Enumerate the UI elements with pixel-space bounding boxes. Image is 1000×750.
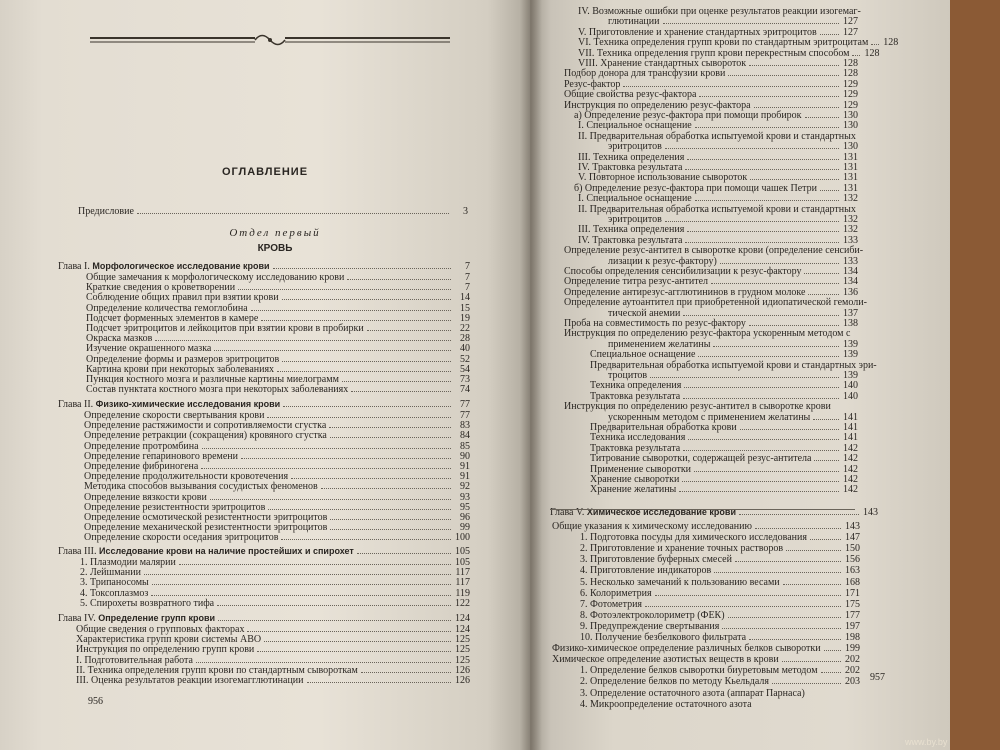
entry-page: 132: [843, 193, 858, 205]
entry-page: 3: [463, 206, 468, 217]
entry-page: 197: [845, 620, 860, 632]
entry-page: 142: [843, 463, 858, 475]
entry-text: Определение резистентности эритроцитов: [84, 501, 266, 513]
entry-page: 122: [455, 597, 470, 609]
entry-page: 91: [460, 471, 470, 483]
entry-text: Определение гепаринового времени: [84, 450, 239, 462]
chapter-title: Определение групп крови: [98, 613, 216, 623]
entry-text: ускоренным методом с применением желатины: [608, 411, 811, 423]
entry-text: Изучение окрашенного мазка: [86, 343, 212, 355]
entry-text: 1. Определение белков сыворотки биуретовым методом: [580, 665, 818, 677]
entry-text: Трактовка результата: [590, 390, 681, 402]
entry-page: 132: [843, 224, 858, 236]
entry-text: VI. Техника определения групп крови по стандартным эритроцитам: [578, 37, 869, 49]
watermark: www.by.by: [905, 737, 948, 747]
entry-text: 7. Фотометрия: [580, 598, 643, 610]
entry-page: 126: [455, 675, 470, 686]
entry-text: I. Специальное оснащение: [578, 120, 692, 132]
entry-text: 5. Спирохеты возвратного тифа: [80, 597, 215, 609]
entry-text: Картина крови при некоторых заболеваниях: [86, 363, 275, 375]
entry-text: 3. Приготовление буферных смесей: [580, 554, 732, 566]
entry-page: 132: [843, 214, 858, 225]
entry-page: 125: [455, 634, 470, 646]
entry-page: 128: [864, 47, 880, 59]
entry-page: 99: [460, 522, 470, 534]
entry-text: Определение антирезус-агглютининов в грудном молоке: [564, 286, 806, 298]
entry-page: 84: [460, 430, 470, 442]
entry-text: 1. Плазмодии малярии: [80, 557, 176, 568]
entry-page: 141: [843, 432, 858, 444]
entry-page: 128: [843, 58, 858, 69]
entry-page: 7: [465, 282, 470, 294]
entry-page: 140: [843, 390, 858, 402]
entry-page: 136: [843, 286, 858, 298]
entry-text: IV. Трактовка результата: [578, 162, 683, 173]
entry-text: 8. Фотоэлектроколориметр (ФЕК): [580, 609, 725, 621]
toc-entry: [590, 484, 858, 496]
entry-text: Хранение сыворотки: [590, 474, 680, 485]
entry-page: 130: [843, 110, 858, 121]
entry-text: Определение резус-антител в сыворотке крови (определение сенсиби-: [564, 245, 864, 257]
entry-text: Инструкция по определению резус-антител в сыворотке крови: [564, 401, 831, 413]
entry-text: III. Техника определения: [578, 151, 685, 163]
right-page-number: 957: [870, 672, 885, 683]
entry-page: 131: [843, 172, 858, 184]
entry-text: Определение протромбина: [84, 440, 199, 452]
entry-page: 127: [843, 16, 858, 28]
entry-text: Определение фибриногена: [84, 461, 199, 472]
entry-text: Определение вязкости крови: [84, 491, 207, 503]
entry-text: VII. Техника определения групп крови перекрестным способом: [578, 47, 850, 59]
entry-text: 9. Предупреждение свертывания: [580, 620, 720, 632]
right-page: [530, 0, 950, 750]
entry-text: Подсчет эритроцитов и лейкоцитов при взятии крови в пробирки: [86, 323, 364, 334]
entry-page: 52: [460, 353, 470, 365]
entry-page: 77: [460, 399, 470, 410]
entry-text: эритроцитов: [608, 141, 662, 153]
entry-text: Предварительная обработка крови: [590, 422, 737, 433]
entry-text: Определение продолжительности кровотечения: [84, 471, 289, 483]
entry-page: 131: [843, 151, 858, 163]
entry-page: 177: [845, 609, 860, 621]
entry-text: глютинации: [608, 16, 660, 28]
entry-text: троцитов: [608, 370, 648, 381]
book-gutter: [520, 0, 542, 750]
entry-page: 138: [843, 318, 858, 329]
entry-page: 156: [845, 554, 860, 566]
section-title: КРОВЬ: [257, 243, 293, 254]
entry-text: Определение ретракции (сокращения) кровяного сгустка: [84, 430, 327, 442]
entry-text: Предварительная обработка испытуемой крови и стандартных эри-: [590, 359, 877, 371]
toc-entry: [86, 384, 470, 396]
entry-text: Определение осмотической резистентности эритроцитов: [84, 512, 328, 523]
entry-text: Инструкция по определению резус-фактора ускоренным методом с: [564, 328, 851, 340]
entry-text: Техника определения: [590, 380, 682, 392]
entry-page: 133: [843, 234, 858, 246]
entry-text: 2. Определение белков по методу Кьельдаля: [580, 676, 770, 688]
entry-page: 202: [845, 665, 860, 677]
entry-page: 74: [460, 384, 470, 396]
entry-text: II. Предварительная обработка испытуемой крови и стандартных: [578, 130, 856, 142]
entry-page: 168: [845, 576, 860, 588]
entry-page: 127: [843, 26, 858, 38]
entry-text: Трактовка результата: [590, 442, 681, 454]
entry-text: б) Определение резус-фактора при помощи чашек Петри: [574, 182, 817, 194]
entry-page: 163: [845, 565, 860, 577]
entry-text: V. Приготовление и хранение стандартных эритроцитов: [578, 26, 817, 38]
entry-text: Определение титра резус-антител: [564, 276, 709, 288]
entry-page: 202: [845, 654, 860, 666]
entry-text: Титрование сыворотки, содержащей резус-антитела: [590, 453, 812, 465]
entry-page: 129: [843, 78, 858, 90]
entry-text: Инструкция по определению резус-фактора: [564, 99, 751, 111]
entry-text: Соблюдение общих правил при взятии крови: [86, 292, 279, 304]
entry-page: 143: [845, 521, 860, 532]
section-label: Отдел первый: [229, 227, 321, 239]
entry-text: Методика способов вызывания сосудистых феноменов: [84, 481, 318, 493]
entry-text: 6. Колориметрия: [580, 587, 652, 599]
entry-text: I. Специальное оснащение: [578, 193, 692, 205]
entry-page: 119: [455, 587, 470, 599]
entry-text: Подсчет форменных элементов в камере: [86, 312, 259, 324]
entry-page: 85: [460, 440, 470, 452]
entry-text: Резус-фактор: [564, 78, 621, 90]
entry-text: Общие указания к химическому исследованию: [552, 521, 752, 532]
entry-page: 171: [845, 587, 860, 599]
entry-page: 73: [460, 374, 470, 385]
entry-page: 199: [845, 643, 860, 655]
entry-text: Техника исследования: [590, 432, 686, 444]
entry-text: а) Определение резус-фактора при помощи пробирок: [574, 110, 802, 121]
entry-text: 5. Несколько замечаний к пользованию весами: [580, 576, 780, 588]
entry-text: Физико-химическое определение различных белков сыворотки: [552, 643, 821, 655]
toc-entry: [580, 699, 860, 711]
entry-text: 3. Трипаносомы: [80, 577, 149, 589]
entry-text: 4. Токсоплазмоз: [80, 587, 149, 599]
entry-text: Определение механической резистентности эритроцитов: [84, 522, 328, 534]
entry-text: III. Оценка результатов реакции изогемагглютинации: [76, 675, 304, 686]
toc-preface: [78, 206, 468, 218]
entry-text: Определение формы и размеров эритроцитов: [86, 353, 280, 365]
entry-text: Инструкция по определению групп крови: [76, 644, 255, 656]
entry-text: Краткие сведения о кроветворении: [86, 282, 236, 294]
entry-text: II. Предварительная обработка испытуемой крови и стандартных: [578, 203, 856, 215]
entry-page: 140: [843, 380, 858, 392]
entry-page: 128: [883, 37, 899, 49]
chapter-title: Химическое исследование крови: [586, 507, 736, 517]
entry-text: 10. Получение безбелкового фильтрата: [580, 632, 747, 643]
entry-page: 96: [460, 512, 470, 523]
entry-text: Определение скорости оседания эритроцитов: [84, 532, 279, 544]
entry-page: 141: [843, 422, 858, 433]
entry-text: Состав пунктата костного мозга при некоторых заболеваниях: [86, 384, 349, 396]
entry-page: 124: [455, 613, 470, 624]
entry-page: 150: [845, 543, 860, 555]
entry-page: 105: [455, 557, 470, 568]
entry-page: 142: [843, 453, 858, 465]
entry-text: Определение растяжимости и сопротивляемости сгустка: [84, 420, 327, 432]
entry-page: 105: [455, 546, 470, 557]
entry-page: 125: [455, 654, 470, 666]
chapter-title: Морфологическое исследование крови: [92, 261, 270, 271]
entry-page: 40: [460, 343, 470, 355]
entry-text: Химическое определение азотистых веществ в крови: [552, 654, 779, 666]
entry-text: Специальное оснащение: [590, 349, 696, 361]
entry-page: 90: [460, 450, 470, 462]
entry-page: 22: [460, 323, 470, 334]
entry-text: эритроцитов: [608, 214, 662, 225]
entry-page: 124: [455, 624, 470, 635]
entry-text: Применение сыворотки: [590, 463, 692, 475]
chapter-label: Глава IV.: [58, 613, 99, 624]
entry-page: 147: [845, 532, 860, 544]
entry-text: V. Повторное использование сывороток: [578, 172, 748, 184]
entry-text: 4. Приготовление индикаторов: [580, 565, 712, 577]
entry-page: 83: [460, 420, 470, 432]
entry-text: Подбор донора для трансфузии крови: [564, 68, 726, 80]
entry-text: Определение аутоантител при приобретенной идиопатической гемоли-: [564, 297, 867, 309]
chapter-label: Глава III.: [58, 546, 99, 557]
entry-text: 3. Определение остаточного азота (аппарат Парнаса): [580, 687, 805, 699]
entry-page: 117: [455, 577, 470, 589]
entry-text: Определение скорости свертывания крови: [84, 410, 265, 421]
entry-page: 54: [460, 363, 470, 375]
chapter-title: Исследование крови на наличие простейших и спирохет: [98, 546, 354, 556]
entry-page: 117: [455, 567, 470, 579]
entry-page: 129: [843, 89, 858, 101]
toc-entry: [76, 675, 470, 687]
entry-page: 95: [460, 501, 470, 513]
entry-text: III. Техника определения: [578, 224, 685, 236]
entry-page: 142: [843, 474, 858, 485]
entry-text: IV. Трактовка результата: [578, 234, 683, 246]
chapter-heading: [550, 506, 878, 519]
entry-page: 175: [845, 598, 860, 610]
entry-page: 28: [460, 333, 470, 345]
entry-text: Проба на совместимость по резус-фактору: [564, 318, 746, 329]
entry-page: 91: [460, 461, 470, 472]
entry-page: 142: [843, 484, 858, 496]
entry-text: IV. Возможные ошибки при оценке результатов реакции изогемаг-: [578, 6, 861, 17]
entry-page: 137: [843, 307, 858, 319]
chapter-separator: [550, 509, 855, 510]
entry-text: Общие сведения о групповых факторах: [76, 624, 245, 635]
entry-text: Определение количества гемоглобина: [86, 302, 248, 314]
entry-page: 125: [455, 644, 470, 656]
entry-page: 130: [843, 141, 858, 153]
entry-page: 134: [843, 276, 858, 288]
left-page-number: 956: [88, 696, 103, 707]
entry-text: тической анемии: [608, 307, 681, 319]
toc-entry: [80, 598, 470, 610]
entry-text: [550, 506, 736, 519]
entry-page: 143: [863, 507, 878, 518]
entry-page: 133: [843, 255, 858, 267]
ornament-divider: [90, 30, 450, 50]
entry-text: Способы определения сенсибилизации к резус-фактору: [564, 266, 802, 277]
entry-page: 141: [843, 411, 858, 423]
chapter-label: Глава V.: [550, 507, 587, 518]
entry-text: Характеристика групп крови системы АВО: [76, 634, 262, 646]
entry-text: Общие замечания к морфологическому исследованию крови: [86, 272, 345, 283]
entry-text: 2. Лейшмании: [80, 567, 141, 579]
chapter-label: Глава I.: [58, 261, 93, 272]
entry-page: 19: [460, 312, 470, 324]
entry-text: Предисловие: [78, 206, 134, 217]
entry-page: 139: [843, 349, 858, 361]
entry-page: 139: [843, 338, 858, 350]
entry-page: 131: [843, 182, 858, 194]
entry-page: 100: [455, 532, 470, 544]
entry-page: 7: [465, 272, 470, 283]
entry-page: 126: [455, 664, 470, 676]
toc-entry: [84, 532, 470, 544]
entry-text: I. Подготовительная работа: [76, 654, 193, 666]
entry-text: 1. Подготовка посуды для химического исследования: [580, 532, 807, 544]
entry-text: Окраска мазков: [86, 333, 153, 345]
entry-text: Пункция костного мозга и различные картины миелограмм: [86, 374, 339, 385]
entry-text: 4. Микроопределение остаточного азота: [580, 698, 752, 710]
chapter-title: Физико-химические исследования крови: [95, 399, 281, 409]
entry-page: 77: [460, 410, 470, 421]
entry-page: 142: [843, 442, 858, 454]
entry-text: II. Техника определения групп крови по стандартным сывороткам: [76, 664, 358, 676]
entry-page: 92: [460, 481, 470, 493]
entry-page: 14: [460, 292, 470, 304]
entry-page: 131: [843, 162, 858, 173]
entry-page: 130: [843, 120, 858, 132]
entry-page: 7: [465, 261, 470, 272]
entry-page: 203: [845, 676, 860, 688]
entry-text: 2. Приготовление и хранение точных растворов: [580, 543, 784, 555]
entry-page: 129: [843, 99, 858, 111]
entry-text: лизации к резус-фактору): [608, 255, 717, 267]
toc-title: ОГЛАВЛЕНИЕ: [221, 166, 309, 178]
entry-page: 198: [845, 632, 860, 643]
entry-page: 134: [843, 266, 858, 277]
entry-text: Хранение желатины: [590, 484, 677, 496]
entry-page: 15: [460, 302, 470, 314]
entry-text: Общие свойства резус-фактора: [564, 89, 697, 101]
entry-text: применением желатины: [608, 338, 711, 350]
chapter-label: Глава II.: [58, 399, 96, 410]
entry-page: 139: [843, 370, 858, 381]
entry-page: 93: [460, 491, 470, 503]
entry-text: VIII. Хранение стандартных сывороток: [578, 58, 747, 69]
entry-page: 128: [843, 68, 858, 80]
